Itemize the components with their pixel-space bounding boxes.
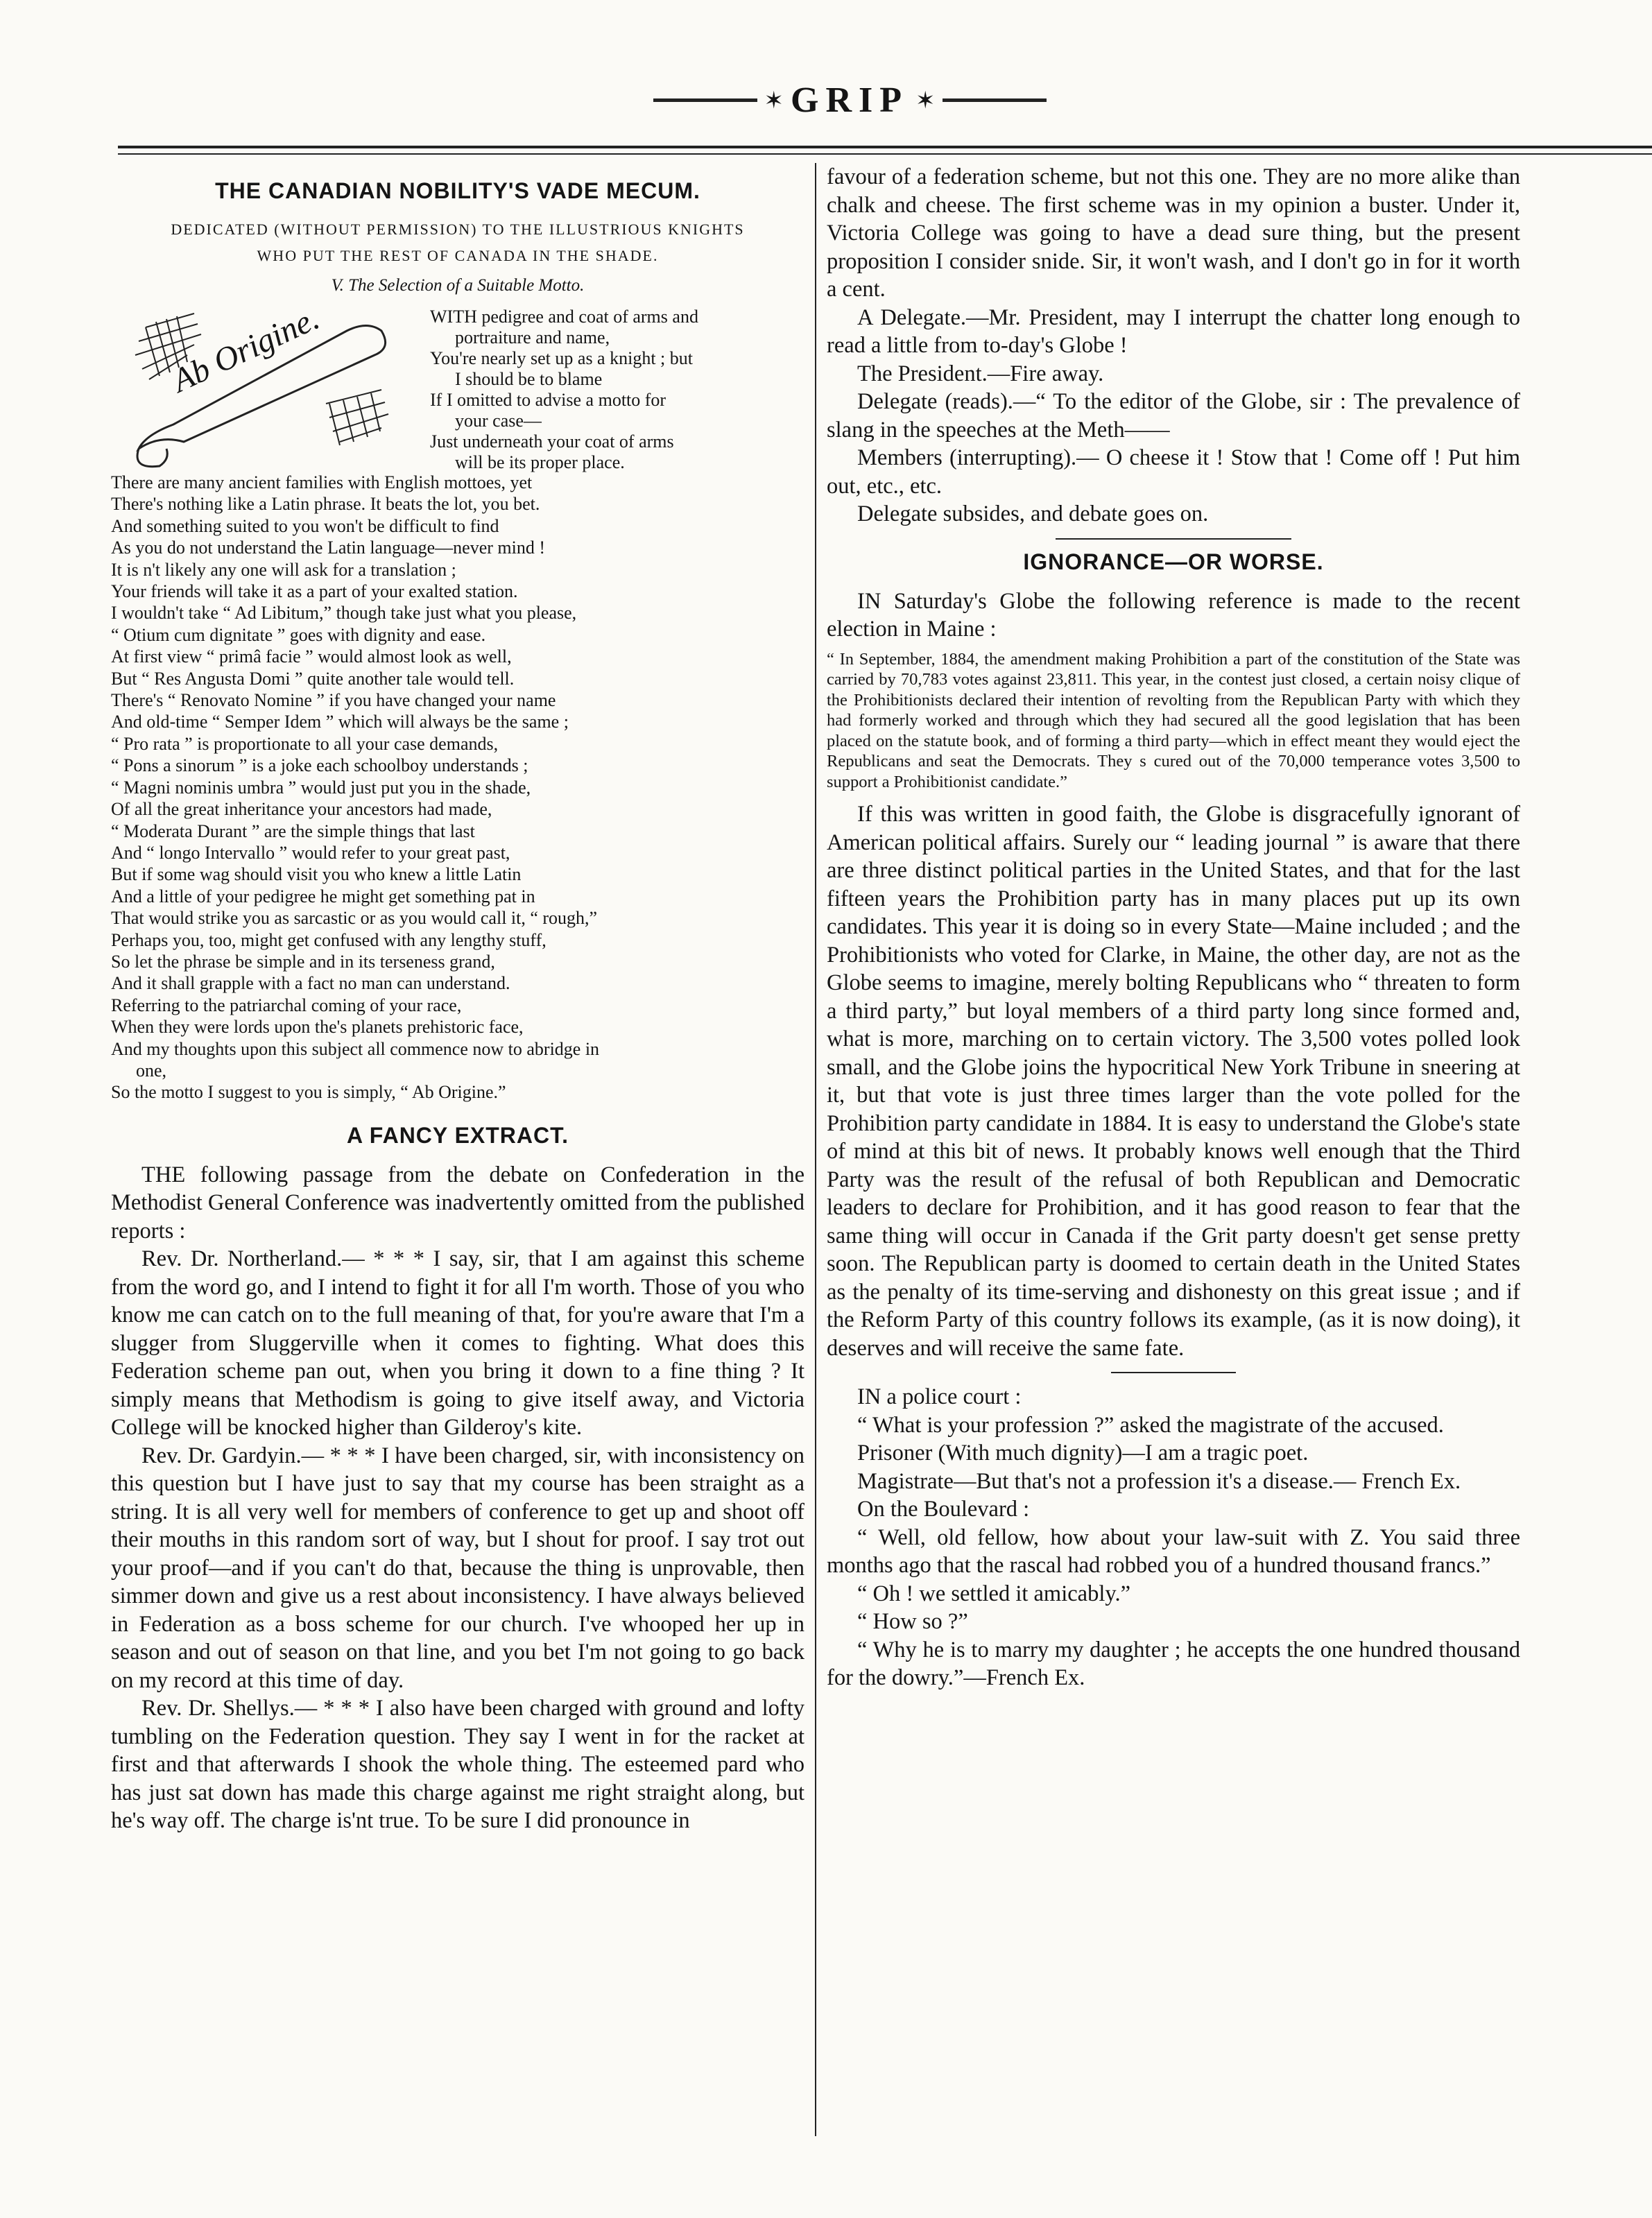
section-rule bbox=[1111, 1372, 1236, 1373]
quoted-extract: “ In September, 1884, the amendment making Prohibition a part of the constitution of the State was carried by 70,783 votes against 23,811. This year, in the contest just closed, a certain noisy clique of the Prohibitionists declared their intention of revolting from the Republican Party with which they had formerly worked and through which they had secured all the good legislation that has been placed on the statute book, and of forming a third party—which in effect meant they would eject the Republicans and seat the Democrats. They s cured out of the 70,000 temperance votes 3,500 to support a Prohibitionist candidate.” bbox=[827, 649, 1520, 791]
poem-line: I should be to blame bbox=[455, 369, 603, 389]
star-icon: ✶ bbox=[915, 87, 936, 114]
poem-line: When they were lords upon the's planets prehistoric face, bbox=[111, 1017, 524, 1038]
article-paragraph: If this was written in good faith, the Globe is disgracefully ignorant of American political affairs. Surely our “ leading journal ” is aware that there are three distinct political parties in the United States, and that for the last fifteen years the Prohibition party has in many places put up its own candidates. This year it is doing so in every State—Maine included ; and the Prohibitionists who voted for Clarke, in Maine, the other day, are not as the Globe seems to imagine, merely bolting Republicans who “ threaten to form a third party,” but loyal members of a third party long since formed and, what is more, marching on to certain victory. The 3,500 votes polled look small, and the Globe joins the hypocritical New York Tribune in sneering at it, but that vote is just three times larger than the vote polled for the Prohibition party candidate in 1884. It is easy to understand the Globe's state of mind at this bit of news. It probably knows well enough that the Third Party was the result of the refusal of both Republican and Democratic leaders to declare for Prohibition, and it has good reason to fear that the same thing will occur in Canada if the Grit party doesn't get sense pretty soon. The Republican party is doomed to certain death in the United States as the penalty of its time-serving and dishonesty on this great issue ; and if the Reform Party of this country follows its example, (as it is now doing), it deserves and will receive the same fate. bbox=[827, 802, 1520, 1361]
masthead-rule-left bbox=[653, 98, 757, 102]
poem-body bbox=[111, 472, 805, 1103]
poem-line: At first view “ primâ facie ” would almost look as well, bbox=[111, 646, 512, 667]
article-paragraph: “ Well, old fellow, how about your law-suit with Z. You said three months ago that the rascal had robbed you of a hundred thousand francs.” bbox=[827, 1524, 1520, 1578]
poem-line: And “ longo Intervallo ” would refer to your great past, bbox=[111, 842, 510, 863]
article-paragraph: A Delegate.—Mr. President, may I interrupt the chatter long enough to read a little from to-day's Globe ! bbox=[827, 304, 1520, 358]
article-paragraph: THE following passage from the debate on Confederation in the Methodist General Conference was inadvertently omitted from the published reports : bbox=[111, 1162, 805, 1244]
masthead-title: GRIP bbox=[791, 80, 909, 120]
poem-line: So the motto I suggest to you is simply, “ Ab Origine.” bbox=[111, 1082, 506, 1103]
column-divider bbox=[815, 163, 816, 2136]
star-icon: ✶ bbox=[764, 87, 784, 114]
poem-line: There's nothing like a Latin phrase. It beats the lot, you bet. bbox=[111, 494, 540, 515]
article-paragraph: The President.—Fire away. bbox=[857, 361, 1104, 386]
poem-line: Just underneath your coat of arms bbox=[430, 431, 674, 452]
poem-line: Perhaps you, too, might get confused with any lengthy stuff, bbox=[111, 929, 547, 950]
poem-line: “ Otium cum dignitate ” goes with dignity and ease. bbox=[111, 624, 486, 645]
poem-line: “ Magni nominis umbra ” would just put you in the shade, bbox=[111, 777, 531, 798]
masthead-rule-right bbox=[943, 98, 1047, 102]
headline-fancy-extract: A FANCY EXTRACT. bbox=[346, 1122, 569, 1148]
poem-line: And my thoughts upon this subject all commence now to abridge in bbox=[111, 1038, 600, 1059]
poem-line: It is n't likely any one will ask for a translation ; bbox=[111, 559, 456, 580]
poem-line: WITH pedigree and coat of arms and bbox=[430, 307, 698, 327]
headline-ignorance: IGNORANCE—OR WORSE. bbox=[1023, 549, 1324, 574]
article-paragraph: “ What is your profession ?” asked the magistrate of the accused. bbox=[857, 1412, 1444, 1438]
article-paragraph: Rev. Dr. Gardyin.— * * * I have been charged, sir, with inconsistency on this question but I have just to say that my course has been straight as a string. It is all very well for members of conference to get up and shoot off their mouths in this random sort of way, but I shout for proof. I say trot out your proof—and if you can't do that, because the thing is unprovable, then simmer down and give us a rest about inconsistency. I have always believed in Federation as a boss scheme for our church. I've whooped her up in season and out of season on that line, and you bet I'm not going to go back on my record at this time of day. bbox=[111, 1443, 805, 1693]
headline-vade-mecum: THE CANADIAN NOBILITY'S VADE MECUM. bbox=[215, 178, 700, 203]
poem-line: So let the phrase be simple and in its terseness grand, bbox=[111, 951, 495, 972]
section-subhead: V. The Selection of a Suitable Motto. bbox=[331, 276, 585, 295]
poem-line: And a little of your pedigree he might get something pat in bbox=[111, 886, 535, 906]
motto-illustration-block bbox=[111, 300, 805, 472]
article-paragraph: Delegate (reads).—“ To the editor of the Globe, sir : The prevalence of slang in the speeches at the Meth—— bbox=[827, 389, 1520, 442]
poem-line: will be its proper place. bbox=[455, 452, 625, 472]
article-paragraph: “ Oh ! we settled it amicably.” bbox=[857, 1581, 1131, 1606]
poem-line: “ Pons a sinorum ” is a joke each schoolboy understands ; bbox=[111, 755, 528, 776]
poem-line: Your friends will take it as a part of your exalted station. bbox=[111, 581, 518, 602]
dedication-line-2: WHO PUT THE REST OF CANADA IN THE SHADE. bbox=[257, 247, 659, 264]
banner-motto: Ab Origine. bbox=[166, 300, 325, 399]
article-paragraph: Delegate subsides, and debate goes on. bbox=[857, 501, 1209, 526]
dedication-line-1: DEDICATED (WITHOUT PERMISSION) TO THE ILLUSTRIOUS KNIGHTS bbox=[171, 221, 745, 238]
poem-line: But if some wag should visit you who knew a little Latin bbox=[111, 864, 522, 885]
masthead bbox=[111, 80, 1588, 121]
article-paragraph: Rev. Dr. Northerland.— * * * I say, sir, that I am against this scheme from the word go, and I intend to fight it for all I'm worth. Those of you who know me can catch on to the full meaning of that, for you're aware that I'm a slugger from Sluggerville when it comes to fighting. What does this Federation scheme pan out, when you bring it down to a fine thing ? It simply means that Methodism is going to give itself away, and Victoria College will be knocked higher than Gilderoy's kite. bbox=[111, 1246, 805, 1441]
right-column bbox=[827, 163, 1520, 2140]
article-paragraph: Magistrate—But that's not a profession it's a disease.— French Ex. bbox=[857, 1468, 1461, 1494]
poem-line: And it shall grapple with a fact no man can understand. bbox=[111, 973, 510, 994]
article-paragraph: Rev. Dr. Shellys.— * * * I also have been charged with ground and lofty tumbling on the Federation question. They say I went in for the racket at first and that afterwards I shook the whole thing. The esteemed pard who has just sat down has made this charge against me right straight along, but he's way off. The charge is'nt true. To be sure I did pronounce in bbox=[111, 1696, 805, 1834]
poem-line: I wouldn't take “ Ad Libitum,” though take just what you please, bbox=[111, 603, 577, 624]
poem-line: If I omitted to advise a motto for bbox=[430, 390, 666, 410]
header-rule-thin bbox=[118, 153, 1652, 155]
article-paragraph: On the Boulevard : bbox=[857, 1497, 1030, 1522]
poem-line: “ Pro rata ” is proportionate to all your case demands, bbox=[111, 733, 499, 754]
poem-line: As you do not understand the Latin language—never mind ! bbox=[111, 538, 546, 558]
article-paragraph: “ Why he is to marry my daughter ; he accepts the one hundred thousand for the dowry.”—French Ex. bbox=[827, 1637, 1520, 1690]
poem-line: portraiture and name, bbox=[455, 327, 610, 347]
article-paragraph: IN a police court : bbox=[857, 1384, 1022, 1409]
poem-line: And old-time “ Semper Idem ” which will always be the same ; bbox=[111, 712, 569, 732]
poem-line: Referring to the patriarchal coming of your race, bbox=[111, 995, 462, 1015]
article-paragraph: favour of a federation scheme, but not this one. They are no more alike than chalk and cheese. The first scheme was in my opinion a buster. Under it, Victoria College was going to have a dead sure thing, but the present proposition I consider snide. Sir, it won't wash, and I don't go in for it worth a cent. bbox=[827, 164, 1520, 302]
poem-line: one, bbox=[136, 1060, 167, 1081]
section-rule bbox=[1056, 538, 1291, 540]
poem-line: “ Moderata Durant ” are the simple things that last bbox=[111, 820, 475, 841]
article-paragraph: Prisoner (With much dignity)—I am a tragic poet. bbox=[857, 1441, 1309, 1465]
poem-line: There are many ancient families with English mottoes, yet bbox=[111, 472, 533, 492]
left-column bbox=[111, 163, 805, 2140]
header-rule-thick bbox=[118, 146, 1652, 148]
article-paragraph: “ How so ?” bbox=[857, 1609, 968, 1634]
poem-line: But “ Res Angusta Domi ” quite another tale would tell. bbox=[111, 668, 515, 689]
poem-line: There's “ Renovato Nomine ” if you have changed your name bbox=[111, 690, 556, 711]
poem-line: You're nearly set up as a knight ; but bbox=[430, 348, 693, 368]
poem-line: your case— bbox=[455, 411, 542, 431]
poem-line: And something suited to you won't be difficult to find bbox=[111, 515, 499, 536]
poem-right-stanza bbox=[430, 307, 805, 473]
poem-line: That would strike you as sarcastic or as you would call it, “ rough,” bbox=[111, 908, 598, 929]
article-paragraph: IN Saturday's Globe the following reference is made to the recent election in Maine : bbox=[827, 588, 1520, 642]
poem-line: Of all the great inheritance your ancestors had made, bbox=[111, 799, 492, 820]
article-paragraph: Members (interrupting).— O cheese it ! Stow that ! Come off ! Put him out, etc., etc. bbox=[827, 445, 1520, 499]
